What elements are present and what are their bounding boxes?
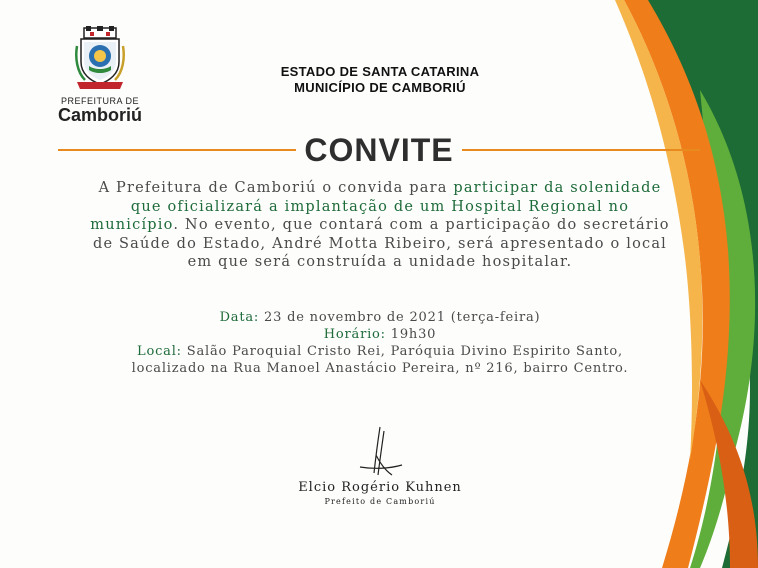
- city-logo: [50, 26, 150, 136]
- header: [220, 64, 540, 96]
- body-intro: A Prefeitura de Camboriú o convida para: [98, 180, 454, 196]
- detail-place: [90, 343, 670, 360]
- signature-icon: [340, 425, 420, 480]
- invitation-body: [88, 179, 672, 272]
- detail-time: [90, 326, 670, 343]
- place-value: Salão Paroquial Cristo Rei, Paróquia Divino Espirito Santo,: [186, 344, 623, 359]
- detail-place-line2: localizado na Rua Manoel Anastácio Pereira, nº 216, bairro Centro.: [131, 361, 629, 376]
- detail-date: [90, 309, 670, 326]
- time-value: 19h30: [390, 327, 437, 342]
- page-title: CONVITE: [304, 132, 454, 168]
- header-state: ESTADO DE SANTA CATARINA: [280, 64, 480, 79]
- date-label: Data:: [219, 310, 260, 325]
- logo-prefix: PREFEITURA DE: [60, 96, 139, 106]
- logo-city-name: Camboriú: [57, 105, 142, 125]
- time-label: Horário:: [323, 327, 386, 342]
- signature-role: Prefeito de Camboriú: [324, 497, 436, 506]
- body-rest: . No evento, que contará com a participação do secretário de Saúde do Estado, André Motta Ribeiro, será apresentado o local em que será construída a unidade hospitalar.: [92, 217, 670, 270]
- body-highlight: participar da solenidade que oficializará a implantação de um Hospital Regional no município: [90, 180, 662, 233]
- place-label: Local:: [137, 344, 182, 359]
- coat-of-arms-icon: [75, 26, 125, 92]
- title-divider-right: [462, 149, 700, 151]
- title-row: [58, 130, 700, 170]
- event-details: [90, 309, 670, 377]
- signature-name: Elcio Rogério Kuhnen: [298, 480, 462, 495]
- header-municipality: MUNICÍPIO DE CAMBORIÚ: [294, 80, 466, 95]
- date-value: 23 de novembro de 2021 (terça-feira): [264, 310, 541, 325]
- title-divider-left: [58, 149, 296, 151]
